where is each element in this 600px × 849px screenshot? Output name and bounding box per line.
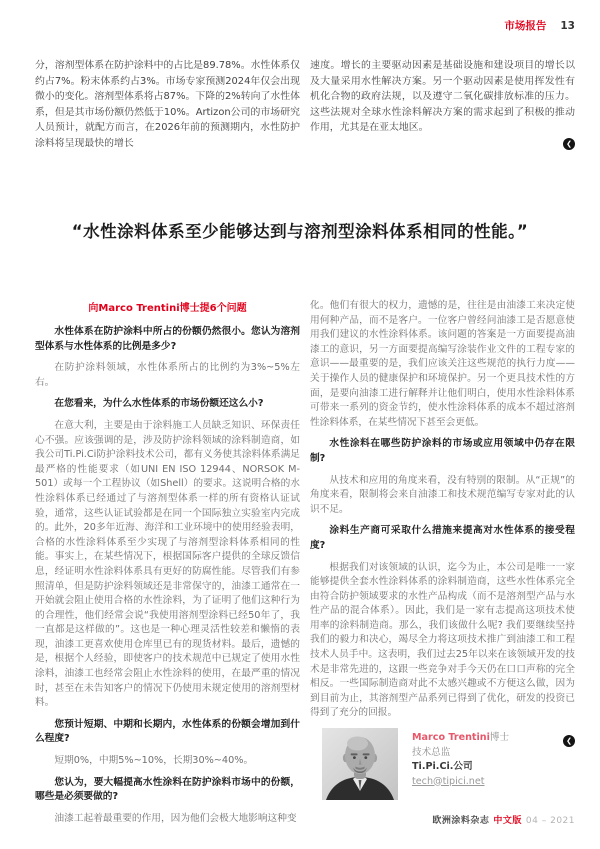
bio-name-suffix: 博士	[489, 732, 510, 743]
bio-name: Marco Trentini	[412, 732, 490, 743]
bio-email-link[interactable]: tech@tipici.net	[412, 775, 485, 787]
answer-1: 在防护涂料领域，水性体系所占的比例约为3%~5%左右。	[35, 362, 300, 388]
end-of-interview-icon: ❮	[563, 735, 575, 747]
answer-2: 在意大利，主要是由于涂料施工人员缺乏知识、环保责任心不强。应该强调的是，涉及防护涂料领域的涂料制造商，如我公司Ti.Pi.Ci防护涂料技术公司，都有义务使其涂料体系满足最严格的性能要求（如UNI EN ISO 12944、NORSOK M-501）或每一个工程协议（如Shell）的要求。这说明合格的水性涂料体系已经通过了与溶剂型体系一样的所有资格认证试验，通常，这些认证试验都是在同一个国际独立实验室内完成的。此外，20多年近海、海洋和工业环境中的使用经验表明，合格的水性涂料体系至少实现了与溶剂型涂料体系相同的性能。事实上，在某些情况下，根据国际客户提供的全球反馈信息，经证明水性涂料体系具有更好的防腐性能。尽管我们有参照清单，但是防护涂料领域还是非常保守的，油漆工通常在一开始就会阻止使用合格的水性涂料，为了证明了他们这种行为的合理性，他们经常会说“我使用溶剂型涂料已经50年了，我一直都是这样做的”。这也是一种心理灵活性较差和懒惰的表现，油漆工更喜欢使用仓库里已有的现货材料。最后，遗憾的是，根据个人经验，即使客户的技术规范中已规定了使用水性涂料，油漆工也经常会阻止水性涂料的使用，在最严重的情况时，甚至在未告知客户的情况下仍使用未规定使用的溶剂型材料。	[35, 419, 300, 709]
intro-end-row	[563, 131, 575, 150]
bio-company: Ti.Pi.Ci.公司	[412, 761, 473, 772]
bio-name-line	[412, 731, 509, 746]
bio-card	[322, 728, 509, 800]
interview-left-column	[35, 299, 300, 824]
question-4: 您认为，要大幅提高水性涂料在防护涂料市场中的份额，哪些是必须要做的?	[35, 776, 300, 803]
answer-4-part2: 化。他们有很大的权力，遗憾的是，往往是由油漆工来决定使用何种产品，而不是客户。一位客户曾经问油漆工是否愿意使用我们建议的水性涂料体系。该问题的答案是一方面要提高油漆工的意识，另一方面要提高编写涂装作业文件的工程专家的意识——最重要的是，我们应该关注这些规范的执行力度——关于操作人员的健康保护和环境保护。另一个更具技术性的方面，是要向油漆工进行解释并让他们明白，使用水性涂料体系可带来一系列的资金节约，使水性涂料体系的成本不超过溶剂性涂料体系，在某些情况下甚至会更低。	[310, 300, 575, 428]
intro-left-column	[35, 58, 300, 152]
answer-3: 短期0%，中期5%~10%，长期30%~40%。	[54, 755, 254, 767]
interview-heading: 向Marco Trentini博士提6个问题	[88, 303, 247, 314]
question-6: 涂料生产商可采取什么措施来提高对水性体系的接受程度?	[310, 525, 575, 551]
page-header	[504, 18, 575, 33]
answer-6: 根据我们对该领域的认识，迄今为止，本公司是唯一一家能够提供全套水性涂料体系的涂料制造商，这些水性体系完全由符合防护领域要求的水性产品构成（而不是溶剂型产品与水性产品的混合体系）。因此，我们是一家有志提高这项技术使用率的涂料制造商。那么，我们该做什么呢? 我们要继续坚持我们的毅力和决心，竭尽全力将这项技术推广到油漆工和工程技术人员手中。这表明，我们过去25年以来在该领域开发的技术是非常先进的，这跟一些竞争对手今天仍在口口声称的完全相反。一些国际制造商对此不太感兴趣或不方便这么做，因为到目前为止，其溶剂型产品系列已得到了优化，研发的投资已得到了充分的回报。	[310, 561, 575, 719]
footer-journal-name: 欧洲涂料杂志	[432, 816, 490, 826]
page-footer	[432, 813, 575, 826]
question-2: 在您看来，为什么水性体系的市场份额还这么小?	[54, 398, 264, 410]
end-of-article-icon: ❮	[563, 138, 575, 150]
intro-right-column	[310, 58, 575, 152]
intro-left-paragraph: 分，溶剂型体系在防护涂料中的占比是89.78%。水性体系仅约占7%。粉末体系约占3%。市场专家预测2024年仅会出现微小的变化。溶剂型体系将占87%。下降的2%转向了水性体系，但是其市场份额仍然低于10%。Artizon公司的市场研究人员预计，就配方而言，在2026年前的预测期内，水性防护涂料将呈现最快的增长	[35, 60, 300, 149]
intro-section	[35, 58, 575, 152]
pull-quote: “水性涂料体系至少能够达到与溶剂型涂料体系相同的性能。”	[71, 222, 529, 241]
section-label: 市场报告	[504, 20, 547, 32]
marco-trentini-photo	[322, 728, 398, 800]
bio-title: 技术总监	[412, 746, 451, 758]
question-3: 您预计短期、中期和长期内，水性体系的份额会增加到什么程度?	[35, 718, 300, 745]
footer-edition-label: 中文版	[493, 816, 522, 826]
intro-right-paragraph: 速度。增长的主要驱动因素是基础设施和建设项目的增长以及大量采用水性解决方案。另一个驱动因素是使用挥发性有机化合物的政府法规，以及遵守二氧化碳排放标准的压力。这些法规对全球水性涂料解决方案的需求起到了积极的推动作用，尤其是在亚太地区。	[310, 60, 575, 134]
question-1: 水性体系在防护涂料中所占的份额仍然很小。您认为溶剂型体系与水性体系的比例是多少?	[35, 326, 300, 352]
page-number: 13	[560, 20, 575, 32]
answer-5: 从技术和应用的角度来看，没有特别的限制。从“正规”的角度来看，限制将会来自油漆工和技术规范编写专家对此的认识不足。	[310, 474, 575, 515]
bio-text	[412, 728, 509, 789]
answer-4-part1: 油漆工起着最重要的作用，因为他们会极大地影响这种变	[54, 812, 297, 824]
question-5: 水性涂料在哪些防护涂料的市场或应用领域中仍存在限制?	[310, 438, 575, 464]
footer-issue-number: 04 – 2021	[525, 816, 575, 826]
